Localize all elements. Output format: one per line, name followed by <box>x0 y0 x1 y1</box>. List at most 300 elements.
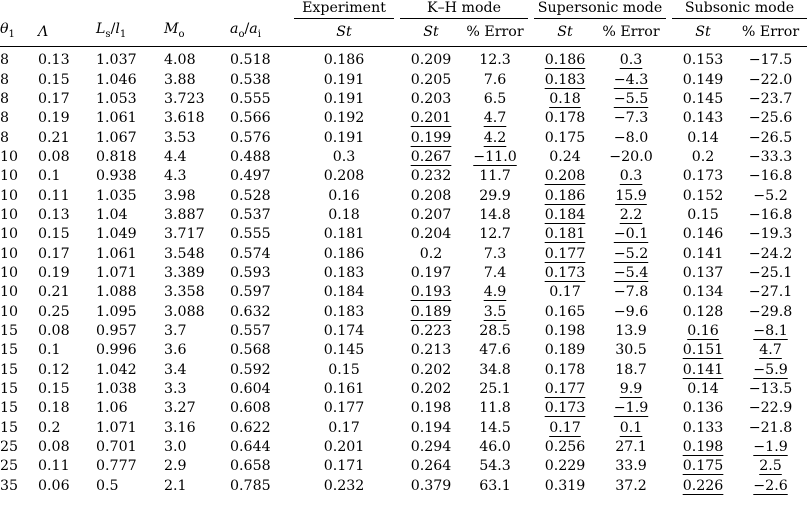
cell-sub-error: 2.5 <box>759 458 782 475</box>
cell-exp-st: 0.183 <box>323 303 365 320</box>
cell-sub-error: −22.9 <box>748 400 793 417</box>
cell-mo: 4.08 <box>164 52 196 69</box>
cell-kh-error: −11.0 <box>473 148 517 165</box>
table-row <box>0 244 807 263</box>
cell-super-error: 27.1 <box>615 439 647 456</box>
cell-theta: 25 <box>0 458 19 475</box>
cell-mo: 3.887 <box>164 206 205 223</box>
cell-exp-st: 0.18 <box>328 206 360 223</box>
table-row <box>0 322 807 341</box>
table-row <box>0 419 807 438</box>
cell-lambda: 0.19 <box>38 264 70 281</box>
cell-ao-ai: 0.593 <box>230 264 271 281</box>
cell-lambda: 0.17 <box>38 90 70 107</box>
group-kh-mode: K–H mode <box>400 0 528 19</box>
cell-kh-st: 0.2 <box>419 245 443 262</box>
col-lambda: Λ <box>38 23 49 40</box>
cell-super-st: 0.17 <box>549 419 581 436</box>
cell-sub-error: −17.5 <box>748 52 793 69</box>
cell-ls-l1: 0.777 <box>96 458 137 475</box>
table-row <box>0 302 807 321</box>
cell-lambda: 0.18 <box>38 400 70 417</box>
cell-theta: 10 <box>0 226 19 243</box>
cell-sub-st: 0.149 <box>682 71 724 88</box>
cell-exp-st: 0.201 <box>323 439 365 456</box>
group-supersonic-mode: Supersonic mode <box>534 0 666 19</box>
cell-theta: 10 <box>0 303 19 320</box>
cell-sub-st: 0.14 <box>687 129 719 146</box>
cell-kh-st: 0.194 <box>410 419 452 436</box>
cell-mo: 3.4 <box>164 361 187 378</box>
cell-super-error: −9.6 <box>613 303 649 320</box>
cell-kh-st: 0.294 <box>410 439 452 456</box>
cell-super-st: 0.186 <box>544 187 586 204</box>
cell-sub-st: 0.14 <box>687 381 719 398</box>
cell-sub-error: 4.7 <box>759 342 782 359</box>
cell-kh-error: 28.5 <box>479 322 511 339</box>
cell-super-st: 0.24 <box>549 148 581 165</box>
cell-super-error: 9.9 <box>619 381 643 398</box>
cell-mo: 3.88 <box>164 71 196 88</box>
cell-ls-l1: 1.071 <box>96 264 137 281</box>
cell-ls-l1: 0.5 <box>96 477 119 494</box>
table-row <box>0 128 807 147</box>
cell-ao-ai: 0.658 <box>230 458 271 475</box>
cell-super-error: −20.0 <box>609 148 653 165</box>
cell-sub-error: −5.9 <box>753 361 788 378</box>
cell-mo: 3.088 <box>164 303 205 320</box>
cell-exp-st: 0.17 <box>328 419 360 436</box>
cell-theta: 35 <box>0 477 19 494</box>
cell-mo: 3.16 <box>164 419 196 436</box>
cell-sub-error: −8.1 <box>753 322 788 339</box>
col-super-st: St <box>557 24 573 40</box>
cell-theta: 8 <box>0 52 10 69</box>
cell-ao-ai: 0.568 <box>230 342 271 359</box>
cell-kh-error: 12.7 <box>479 226 511 243</box>
group-subsonic-mode: Subsonic mode <box>672 0 807 19</box>
cell-super-st: 0.18 <box>549 90 581 107</box>
cell-kh-error: 7.6 <box>483 71 507 88</box>
cell-sub-st: 0.128 <box>682 303 724 320</box>
cell-ao-ai: 0.566 <box>230 110 271 127</box>
cell-lambda: 0.13 <box>38 52 70 69</box>
cell-ao-ai: 0.644 <box>230 439 271 456</box>
cell-super-error: −5.5 <box>613 90 649 107</box>
cell-theta: 8 <box>0 110 10 127</box>
cell-super-st: 0.173 <box>544 400 586 417</box>
cell-super-st: 0.175 <box>544 129 586 146</box>
table-row <box>0 70 807 89</box>
cell-ls-l1: 1.095 <box>96 303 137 320</box>
cell-ao-ai: 0.597 <box>230 284 271 301</box>
cell-super-error: −7.3 <box>613 110 649 127</box>
cell-sub-error: −1.9 <box>753 439 788 456</box>
cell-exp-st: 0.177 <box>323 400 365 417</box>
cell-super-error: 15.9 <box>615 187 647 204</box>
cell-ls-l1: 1.042 <box>96 361 137 378</box>
cell-super-st: 0.186 <box>544 52 586 69</box>
cell-super-st: 0.229 <box>544 458 586 475</box>
cell-kh-st: 0.197 <box>410 264 452 281</box>
col-mo: $M_o$ <box>164 21 185 41</box>
cell-kh-error: 4.9 <box>483 284 507 301</box>
cell-lambda: 0.06 <box>38 477 70 494</box>
cell-sub-st: 0.141 <box>682 245 724 262</box>
cell-ls-l1: 1.035 <box>96 187 137 204</box>
cell-kh-error: 34.8 <box>479 361 511 378</box>
cell-theta: 15 <box>0 322 19 339</box>
cell-mo: 3.98 <box>164 187 196 204</box>
cell-super-error: −1.9 <box>613 400 649 417</box>
cell-sub-error: −2.6 <box>753 477 788 494</box>
cell-exp-st: 0.232 <box>323 477 365 494</box>
cell-exp-st: 0.181 <box>323 226 365 243</box>
cell-kh-error: 12.3 <box>479 52 511 69</box>
cell-sub-st: 0.2 <box>691 148 715 165</box>
cell-super-st: 0.208 <box>544 168 586 185</box>
cell-kh-error: 7.3 <box>483 245 507 262</box>
col-ls-l1: $L_s/l_1$ <box>96 21 127 41</box>
cell-mo: 2.1 <box>164 477 187 494</box>
cell-ls-l1: 1.061 <box>96 110 137 127</box>
cell-kh-st: 0.213 <box>410 342 452 359</box>
cell-sub-error: −13.5 <box>748 381 793 398</box>
cell-kh-error: 11.7 <box>479 168 511 185</box>
cell-ao-ai: 0.622 <box>230 419 271 436</box>
cell-lambda: 0.25 <box>38 303 70 320</box>
cell-theta: 15 <box>0 400 19 417</box>
cell-kh-st: 0.202 <box>410 361 452 378</box>
cell-kh-st: 0.202 <box>410 381 452 398</box>
cell-kh-st: 0.379 <box>410 477 452 494</box>
cell-sub-error: −25.1 <box>748 264 793 281</box>
cell-theta: 10 <box>0 206 19 223</box>
cell-exp-st: 0.145 <box>323 342 365 359</box>
cell-mo: 3.6 <box>164 342 187 359</box>
cell-super-st: 0.256 <box>544 439 586 456</box>
table-row <box>0 167 807 186</box>
cell-kh-error: 14.8 <box>479 206 511 223</box>
cell-mo: 3.717 <box>164 226 205 243</box>
cell-mo: 3.7 <box>164 322 187 339</box>
cell-ls-l1: 1.037 <box>96 52 137 69</box>
cell-exp-st: 0.184 <box>323 284 365 301</box>
cell-ls-l1: 1.061 <box>96 245 137 262</box>
cell-exp-st: 0.171 <box>323 458 365 475</box>
cell-mo: 4.3 <box>164 168 187 185</box>
cell-sub-st: 0.146 <box>682 226 724 243</box>
cell-sub-st: 0.151 <box>682 342 724 359</box>
cell-ls-l1: 1.038 <box>96 381 137 398</box>
cell-sub-error: −21.8 <box>748 419 793 436</box>
cell-mo: 3.27 <box>164 400 196 417</box>
cell-kh-st: 0.232 <box>410 168 452 185</box>
cell-kh-error: 6.5 <box>483 90 507 107</box>
cell-kh-st: 0.205 <box>410 71 452 88</box>
cell-sub-st: 0.198 <box>682 439 724 456</box>
cell-kh-st: 0.204 <box>410 226 452 243</box>
cell-super-error: 0.1 <box>619 419 643 436</box>
cell-ls-l1: 1.067 <box>96 129 137 146</box>
cell-exp-st: 0.192 <box>323 110 365 127</box>
cell-ao-ai: 0.574 <box>230 245 271 262</box>
cell-lambda: 0.1 <box>38 168 61 185</box>
cell-ao-ai: 0.576 <box>230 129 271 146</box>
cell-ls-l1: 1.088 <box>96 284 137 301</box>
table-row <box>0 399 807 418</box>
cell-kh-st: 0.223 <box>410 322 452 339</box>
col-ao-ai: $a_o/a_i$ <box>230 21 261 41</box>
cell-super-error: 2.2 <box>619 206 643 223</box>
cell-sub-st: 0.137 <box>682 264 724 281</box>
table-row <box>0 186 807 205</box>
cell-lambda: 0.19 <box>38 110 70 127</box>
table-row <box>0 361 807 380</box>
cell-ao-ai: 0.632 <box>230 303 271 320</box>
cell-kh-error: 7.4 <box>483 264 507 281</box>
column-header-row <box>0 19 807 47</box>
cell-exp-st: 0.191 <box>323 71 365 88</box>
cell-kh-st: 0.207 <box>410 206 452 223</box>
cell-theta: 15 <box>0 361 19 378</box>
table-row <box>0 206 807 225</box>
cell-super-st: 0.184 <box>544 206 586 223</box>
cell-mo: 4.4 <box>164 148 187 165</box>
cell-mo: 3.389 <box>164 264 205 281</box>
cell-kh-error: 54.3 <box>479 458 511 475</box>
cell-sub-st: 0.152 <box>682 187 724 204</box>
cell-mo: 3.723 <box>164 90 205 107</box>
cell-theta: 15 <box>0 381 19 398</box>
cell-kh-st: 0.209 <box>410 52 452 69</box>
cell-ls-l1: 0.938 <box>96 168 137 185</box>
cell-theta: 10 <box>0 264 19 281</box>
cell-sub-error: −27.1 <box>748 284 793 301</box>
table-row <box>0 457 807 476</box>
table-row <box>0 380 807 399</box>
cell-ls-l1: 0.701 <box>96 439 137 456</box>
cell-theta: 10 <box>0 245 19 262</box>
cell-ls-l1: 1.06 <box>96 400 128 417</box>
table-row <box>0 264 807 283</box>
cell-sub-st: 0.175 <box>682 458 724 475</box>
table-row <box>0 109 807 128</box>
cell-lambda: 0.08 <box>38 322 70 339</box>
cell-super-st: 0.17 <box>549 284 581 301</box>
cell-sub-error: −24.2 <box>748 245 793 262</box>
cell-ao-ai: 0.557 <box>230 322 271 339</box>
cell-super-error: −5.2 <box>613 245 649 262</box>
cell-super-error: 37.2 <box>615 477 647 494</box>
cell-super-st: 0.183 <box>544 71 586 88</box>
cell-lambda: 0.15 <box>38 381 70 398</box>
col-exp-st: St <box>336 24 352 40</box>
cell-sub-error: −33.3 <box>748 148 793 165</box>
table-row <box>0 477 807 496</box>
cell-super-error: 33.9 <box>615 458 647 475</box>
cell-theta: 10 <box>0 148 19 165</box>
cell-sub-error: −26.5 <box>748 129 793 146</box>
cell-lambda: 0.08 <box>38 148 70 165</box>
cell-super-error: −4.3 <box>613 71 649 88</box>
cell-kh-error: 3.5 <box>483 303 507 320</box>
col-super-error: % Error <box>602 24 660 40</box>
cell-sub-error: −22.0 <box>748 71 793 88</box>
cell-super-st: 0.173 <box>544 264 586 281</box>
cell-lambda: 0.08 <box>38 439 70 456</box>
cell-super-error: 13.9 <box>615 322 647 339</box>
cell-sub-st: 0.15 <box>687 206 719 223</box>
cell-super-st: 0.177 <box>544 245 586 262</box>
cell-super-st: 0.178 <box>544 110 586 127</box>
cell-kh-error: 4.7 <box>483 110 507 127</box>
cell-lambda: 0.12 <box>38 361 70 378</box>
cell-ao-ai: 0.555 <box>230 226 271 243</box>
col-theta: $\theta_1$ <box>0 21 15 41</box>
cell-sub-st: 0.136 <box>682 400 724 417</box>
cell-ao-ai: 0.518 <box>230 52 271 69</box>
table-row <box>0 148 807 167</box>
cell-kh-st: 0.189 <box>410 303 452 320</box>
cell-kh-error: 47.6 <box>479 342 511 359</box>
cell-theta: 10 <box>0 284 19 301</box>
col-sub-st: St <box>695 24 711 40</box>
cell-lambda: 0.21 <box>38 129 70 146</box>
cell-mo: 3.358 <box>164 284 205 301</box>
cell-super-error: 30.5 <box>615 342 647 359</box>
cell-theta: 15 <box>0 342 19 359</box>
group-experiment: Experiment <box>294 0 394 19</box>
cell-exp-st: 0.161 <box>323 381 365 398</box>
cell-theta: 8 <box>0 129 10 146</box>
cell-ao-ai: 0.538 <box>230 71 271 88</box>
cell-sub-st: 0.141 <box>682 361 724 378</box>
cell-mo: 3.548 <box>164 245 205 262</box>
cell-ls-l1: 1.053 <box>96 90 137 107</box>
cell-kh-error: 63.1 <box>479 477 511 494</box>
cell-ao-ai: 0.592 <box>230 361 271 378</box>
cell-super-st: 0.178 <box>544 361 586 378</box>
cell-mo: 3.0 <box>164 439 187 456</box>
cell-ls-l1: 1.049 <box>96 226 137 243</box>
col-kh-error: % Error <box>466 24 524 40</box>
cell-kh-st: 0.267 <box>410 148 452 165</box>
table-row <box>0 225 807 244</box>
table-row <box>0 341 807 360</box>
cell-sub-st: 0.143 <box>682 110 724 127</box>
col-sub-error: % Error <box>741 24 800 40</box>
cell-sub-error: −23.7 <box>748 90 793 107</box>
cell-exp-st: 0.15 <box>328 361 360 378</box>
cell-lambda: 0.21 <box>38 284 70 301</box>
cell-ao-ai: 0.537 <box>230 206 271 223</box>
cell-lambda: 0.1 <box>38 342 61 359</box>
cell-theta: 8 <box>0 71 10 88</box>
cell-super-st: 0.177 <box>544 381 586 398</box>
cell-sub-st: 0.173 <box>682 168 724 185</box>
cell-exp-st: 0.174 <box>323 322 365 339</box>
cell-kh-st: 0.208 <box>410 187 452 204</box>
cell-kh-st: 0.198 <box>410 400 452 417</box>
group-header-row <box>0 0 807 19</box>
cell-lambda: 0.13 <box>38 206 70 223</box>
cell-lambda: 0.11 <box>38 187 70 204</box>
cell-lambda: 0.15 <box>38 226 70 243</box>
cell-theta: 8 <box>0 90 10 107</box>
cell-mo: 3.618 <box>164 110 205 127</box>
table-row <box>0 90 807 109</box>
cell-kh-st: 0.264 <box>410 458 452 475</box>
cell-exp-st: 0.191 <box>323 90 365 107</box>
cell-super-st: 0.165 <box>544 303 586 320</box>
cell-mo: 3.53 <box>164 129 196 146</box>
cell-theta: 10 <box>0 187 19 204</box>
cell-exp-st: 0.16 <box>328 187 360 204</box>
cell-kh-error: 25.1 <box>479 381 511 398</box>
cell-sub-error: −16.8 <box>748 206 793 223</box>
cell-sub-st: 0.226 <box>682 477 724 494</box>
cell-kh-error: 11.8 <box>479 400 511 417</box>
table-row <box>0 438 807 457</box>
cell-ls-l1: 1.04 <box>96 206 128 223</box>
cell-kh-error: 14.5 <box>479 419 511 436</box>
cell-exp-st: 0.191 <box>323 129 365 146</box>
cell-exp-st: 0.186 <box>323 52 365 69</box>
table-row <box>0 47 807 71</box>
cell-super-st: 0.181 <box>544 226 586 243</box>
cell-ls-l1: 0.957 <box>96 322 137 339</box>
cell-super-error: −0.1 <box>613 226 649 243</box>
cell-lambda: 0.15 <box>38 71 70 88</box>
cell-sub-st: 0.145 <box>682 90 724 107</box>
cell-kh-st: 0.193 <box>410 284 452 301</box>
cell-super-error: −5.4 <box>613 264 649 281</box>
cell-kh-error: 46.0 <box>479 439 511 456</box>
cell-ls-l1: 1.046 <box>96 71 137 88</box>
cell-ao-ai: 0.785 <box>230 477 271 494</box>
cell-exp-st: 0.3 <box>332 148 356 165</box>
cell-kh-error: 29.9 <box>479 187 511 204</box>
cell-kh-st: 0.199 <box>410 129 452 146</box>
cell-super-error: 0.3 <box>619 52 643 69</box>
cell-sub-st: 0.134 <box>682 284 724 301</box>
cell-ls-l1: 0.996 <box>96 342 137 359</box>
cell-sub-error: −19.3 <box>748 226 793 243</box>
cell-mo: 3.3 <box>164 381 187 398</box>
cell-super-st: 0.198 <box>544 322 586 339</box>
cell-exp-st: 0.186 <box>323 245 365 262</box>
cell-exp-st: 0.208 <box>323 168 365 185</box>
cell-theta: 25 <box>0 439 19 456</box>
cell-super-error: −8.0 <box>613 129 649 146</box>
cell-ls-l1: 1.071 <box>96 419 137 436</box>
cell-ao-ai: 0.608 <box>230 400 271 417</box>
col-kh-st: St <box>423 24 439 40</box>
cell-mo: 2.9 <box>164 458 187 475</box>
cell-kh-st: 0.203 <box>410 90 452 107</box>
cell-super-error: 0.3 <box>619 168 643 185</box>
cell-ao-ai: 0.488 <box>230 148 271 165</box>
cell-sub-error: −5.2 <box>753 187 788 204</box>
cell-kh-st: 0.201 <box>410 110 452 127</box>
cell-theta: 10 <box>0 168 19 185</box>
cell-sub-error: −29.8 <box>748 303 793 320</box>
cell-super-st: 0.319 <box>544 477 586 494</box>
cell-ao-ai: 0.555 <box>230 90 271 107</box>
cell-ao-ai: 0.497 <box>230 168 271 185</box>
cell-exp-st: 0.183 <box>323 264 365 281</box>
